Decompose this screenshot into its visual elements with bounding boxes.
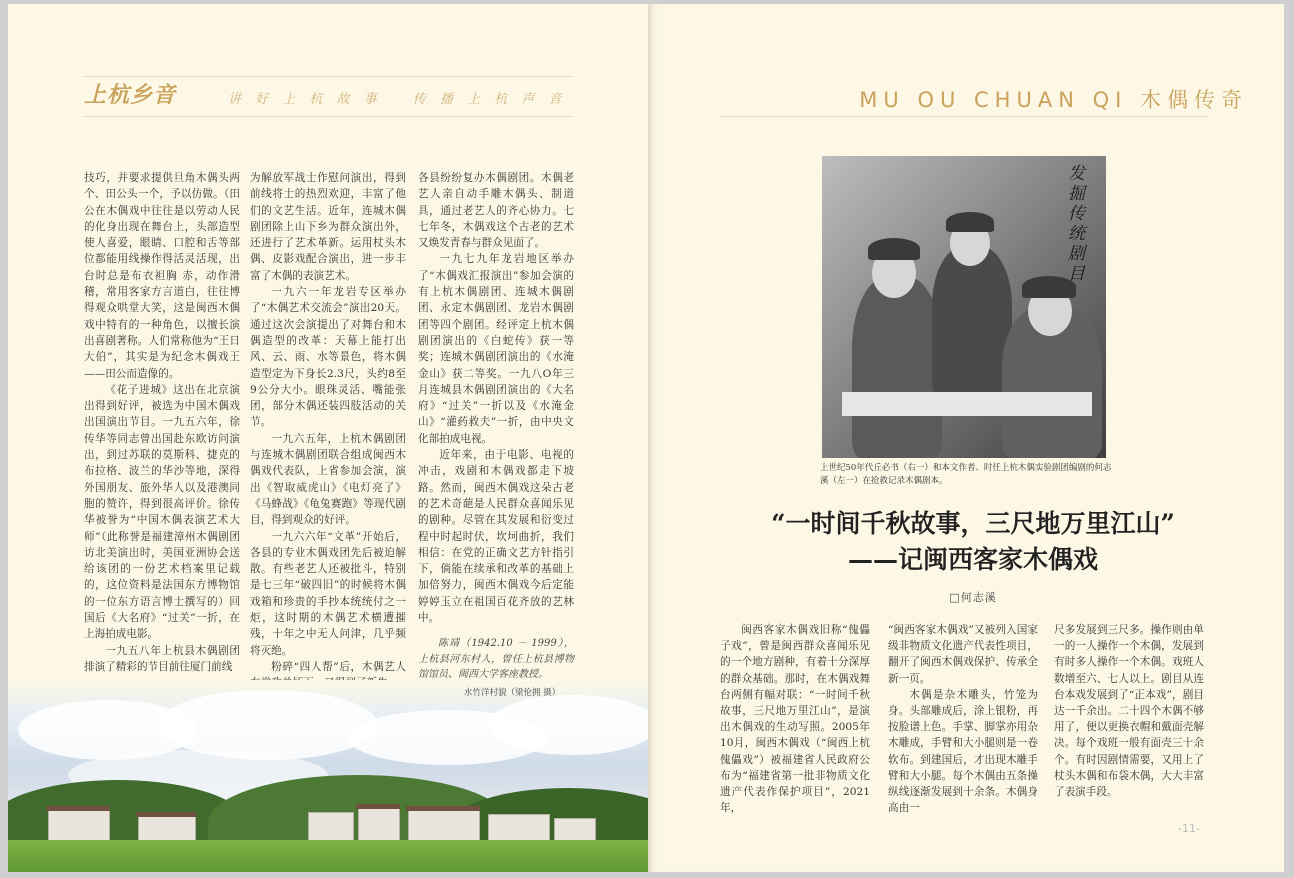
paragraph: 一九五八年上杭县木偶剧团排演了精彩的节目前往厦门前线	[84, 644, 240, 673]
right-page	[648, 4, 1284, 872]
title-line-1: “一时间千秋故事，三尺地万里江山”	[771, 509, 1175, 538]
paragraph: 各县纷纷复办木偶剧团。木偶老艺人亲自动手雕木偶头、制道具，通过老艺人的齐心协力。七七年冬，木偶戏这个古老的艺术又焕发青春与群众见面了。	[418, 172, 574, 250]
header-rule	[720, 116, 1208, 117]
paragraph: 一九六一年龙岩专区举办了“木偶艺术交流会”演出20天。通过这次会演提出了对舞台和木偶造型的改革：天幕上能打出风、云、雨、水等景色，将木偶造型定为下身长2.3尺，头约8至9公分大小。眼珠灵活、嘴能张团，部分木偶还装四肢活动的关节。	[250, 286, 406, 429]
historical-photo	[822, 156, 1106, 458]
photo-calligraphy: 发掘传统剧目	[1068, 164, 1085, 284]
slogan	[228, 88, 588, 107]
slogan-part-1: 讲 好 上 杭 故 事	[228, 92, 382, 107]
byline: □何志溪	[949, 591, 997, 604]
paragraph: 近年来，由于电影、电视的冲击，戏剧和木偶戏都走下坡路。然而，闽西木偶戏这朵古老的艺术奇葩是人民群众喜闻乐见的剧种。尽管在其发展和衍变过程中时起时伏，坎坷曲折，我们相信：在党的正确文艺方针指引下，倘能在续承和改革的基础上加倍努力，闽西木偶戏今后定能婷婷玉立在祖国百花齐放的艺林中。	[418, 449, 574, 625]
slogan-part-2: 传 播 上 杭 声 音	[412, 92, 567, 107]
paragraph: 粉碎“四人帮”后，木偶艺人	[271, 660, 406, 673]
left-page	[8, 4, 648, 872]
brand-logo: 上杭乡音	[84, 82, 177, 108]
left-column-2	[250, 170, 406, 692]
article-title	[728, 506, 1218, 578]
header-rule-top	[84, 76, 572, 77]
header-rule-bottom	[84, 116, 572, 117]
paragraph: 技巧，并要求提供旦角木偶头两个、田公头一个，予以仿做。（田公在木偶戏中往往是以劳动人民的化身出现在舞台上，头部造型使人喜爱，眼睛、口腔和舌等部位都能用线操作得活灵活现，出台时总是布衣袒胸 赤，动作滑稽，常用客家方言道白，往往博得观众哄堂大笑，这是闽西木偶戏中特有的一种角色，以擅长演出喜剧著称。人们常称他为“王日大伯”，其实是为纪念木偶戏王——田公而造像的。	[84, 172, 240, 380]
paragraph: 尺多发展到三尺多。操作则由单一的一人操作一个木偶，发展到有时多人操作一个木偶。戏班人数增至六、七人以上。剧目从连台本戏发展到了“正本戏”，剧目达一千余出。二十四个木偶不够用了，便以更换衣帽和戴面壳解决。每个戏班一般有面壳三十余个。有时因剧情需要，又用上了杖头木偶和布袋木偶，大大丰富了表演手段。	[1054, 624, 1204, 799]
paragraph: 木偶是杂木雕头，竹笼为身。头部雕成后，涂上银粉，再按脸谱上色。手掌、脚掌亦用杂木雕成，手臂和大小腿则是一卷软布。到建国后，才出现木雕手臂和大小腿。每个木偶由五条操纵线逐渐发展到十余条。木偶身高由一	[888, 688, 1038, 815]
author-note: 陈靖（1942.10 － 1999），上杭县河东村人，曾任上杭县博物馆馆员、闽西大学客座教授。	[418, 638, 574, 681]
paragraph: 一九六五年，上杭木偶剧团与连城木偶剧团联合组成闽西木偶戏代表队，上省参加会演，演出《智取威虎山》《电灯亮了》《马蜂战》《龟兔赛跑》等现代剧目，得到观众的好评。	[250, 432, 406, 527]
paragraph: 闽西客家木偶戏旧称“傀儡子戏”，曾是闽西群众喜闻乐见的一个地方剧种，有着十分深厚的群众基础。那时，在木偶戏舞台两侧有幅对联：“一时间千秋故事，三尺地万里江山”，是演出木偶戏的生动写照。2005年10月，闽西木偶戏（“闽西上杭傀儡戏”）被福建省人民政府公布为“福建省第一批非物质文化遗产代表作保护项目”，2021年，	[720, 624, 870, 815]
paragraph: “闽西客家木偶戏”又被列入国家级非物质文化遗产代表性项目，翻开了闽西木偶戏保护、传承全新一页。	[888, 624, 1038, 685]
right-column-2	[888, 622, 1038, 816]
right-column-3	[1054, 622, 1204, 800]
page-number: -11-	[1178, 822, 1200, 835]
paragraph: 一九六六年“文革”开始后，各县的专业木偶戏团先后被迫解散。有些老艺人还被批斗，特别是七三年“破四旧”的时候将木偶戏箱和珍贵的手抄本统统付之一炬，这时期的木偶艺术横遭摧残，十年之中无人问津，几乎频将灭绝。	[250, 530, 406, 657]
photo-credit: 水竹洋村貌（梁伦拥 摄）	[464, 688, 561, 698]
right-column-1	[720, 622, 870, 816]
left-column-1	[84, 170, 240, 675]
paragraph: 一九七九年龙岩地区举办了“木偶戏汇报演出”参加会演的有上杭木偶剧团、连城木偶剧团、永定木偶剧团、龙岩木偶剧团等四个剧团。经评定上杭木偶剧团演出的《白蛇传》获一等奖；连城木偶剧团演出的《水淹金山》获二等奖。一九八O年三月连城县木偶剧团演出的《大名府》“过关”一折以及《水淹金山》“灌药救夫”一折，由中央文化部拍成电视。	[418, 253, 574, 445]
section-title: MU OU CHUAN QI 木偶传奇	[859, 88, 1248, 112]
title-line-2: ——记闽西客家木偶戏	[847, 545, 1098, 574]
paragraph: 为解放军战士作慰问演出，得到前线将士的热烈欢迎，丰富了他们的文艺生活。近年，连城木偶剧团除上山下乡为群众演出外，还进行了艺术革新。运用杖头木偶、皮影戏配合演出，进一步丰富了木偶的表演艺术。	[250, 172, 406, 282]
left-column-3	[418, 170, 574, 683]
paragraph: 《花子进城》这出在北京演出得到好评，被选为中国木偶戏出国演出节目。一九五六年，徐传华等同志曾出国赴东欧访问演出，到过苏联的莫斯科、捷克的布拉格、波兰的华沙等地，深得外国朋友、旅外华人以及港澳同胞的赞许，得到很高评价。徐传华被誉为“中国木偶表演艺术大师”（此称誉是福建漳州木偶剧团访北美演出时，美国亚洲协会送给该团的一份艺术档案里记载的，这位资料是法国东方博物馆的一位东方语言博士撰写的）回国后《大名府》“过关”一折，在上海拍成电影。	[84, 383, 240, 641]
village-photo	[8, 680, 648, 872]
photo-caption: 上世纪50年代丘必书（右一）和本文作者、时任上杭木偶实验剧团编剧的何志溪（左一）在抢救记录木偶剧本。	[820, 463, 1112, 486]
